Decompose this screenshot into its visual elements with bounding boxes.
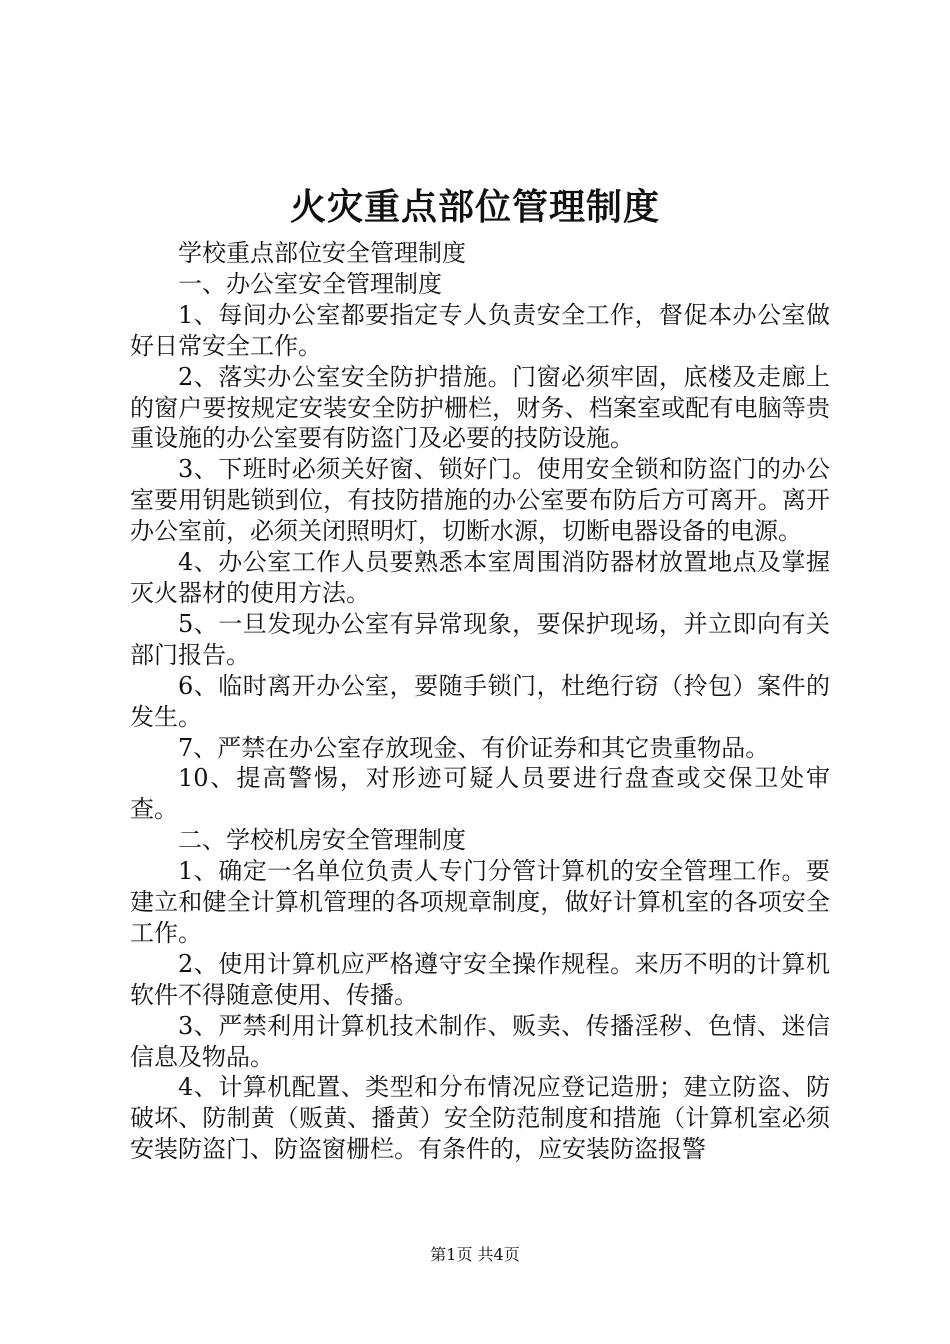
section-heading: 一、办公室安全管理制度 (178, 269, 442, 298)
paragraph: 3、下班时必须关好窗、锁好门。使用安全锁和防盗门的办公室要用钥匙锁到位，有技防措施的办公室要布防后方可离开。离开办公室前，必须关闭照明灯，切断水源，切断电器设备的电源。 (130, 455, 830, 546)
document-body (130, 238, 830, 1165)
paragraph: 5、一旦发现办公室有异常现象，要保护现场，并立即向有关部门报告。 (130, 609, 830, 669)
paragraph: 7、严禁在办公室存放现金、有价证券和其它贵重物品。 (178, 733, 770, 762)
section-heading: 二、学校机房安全管理制度 (178, 826, 466, 855)
paragraph: 2、使用计算机应严格遵守安全操作规程。来历不明的计算机软件不得随意使用、传播。 (130, 949, 830, 1009)
paragraph: 3、严禁利用计算机技术制作、贩卖、传播淫秽、色情、迷信信息及物品。 (130, 1011, 830, 1071)
paragraph: 6、临时离开办公室，要随手锁门，杜绝行窃（拎包）案件的发生。 (130, 671, 830, 731)
paragraph: 1、确定一名单位负责人专门分管计算机的安全管理工作。要建立和健全计算机管理的各项规章制度，做好计算机室的各项安全工作。 (130, 857, 830, 947)
paragraph: 2、落实办公室安全防护措施。门窗必须牢固，底楼及走廊上的窗户要按规定安装安全防护栅栏，财务、档案室或配有电脑等贵重设施的办公室要有防盗门及必要的技防设施。 (130, 362, 830, 453)
paragraph: 4、计算机配置、类型和分布情况应登记造册；建立防盗、防破坏、防制黄（贩黄、播黄）安全防范制度和措施（计算机室必须安装防盗门、防盗窗栅栏。有条件的，应安装防盗报警 (130, 1073, 830, 1164)
paragraph: 1、每间办公室都要指定专人负责安全工作，督促本办公室做好日常安全工作。 (130, 300, 830, 360)
page-footer: 第1页 共4页 (430, 1245, 520, 1264)
paragraph: 10、提高警惕，对形迹可疑人员要进行盘查或交保卫处审查。 (130, 764, 830, 824)
paragraph: 学校重点部位安全管理制度 (178, 239, 466, 267)
document-title: 火灾重点部位管理制度 (289, 187, 660, 228)
paragraph: 4、办公室工作人员要熟悉本室周围消防器材放置地点及掌握灭火器材的使用方法。 (130, 548, 830, 607)
